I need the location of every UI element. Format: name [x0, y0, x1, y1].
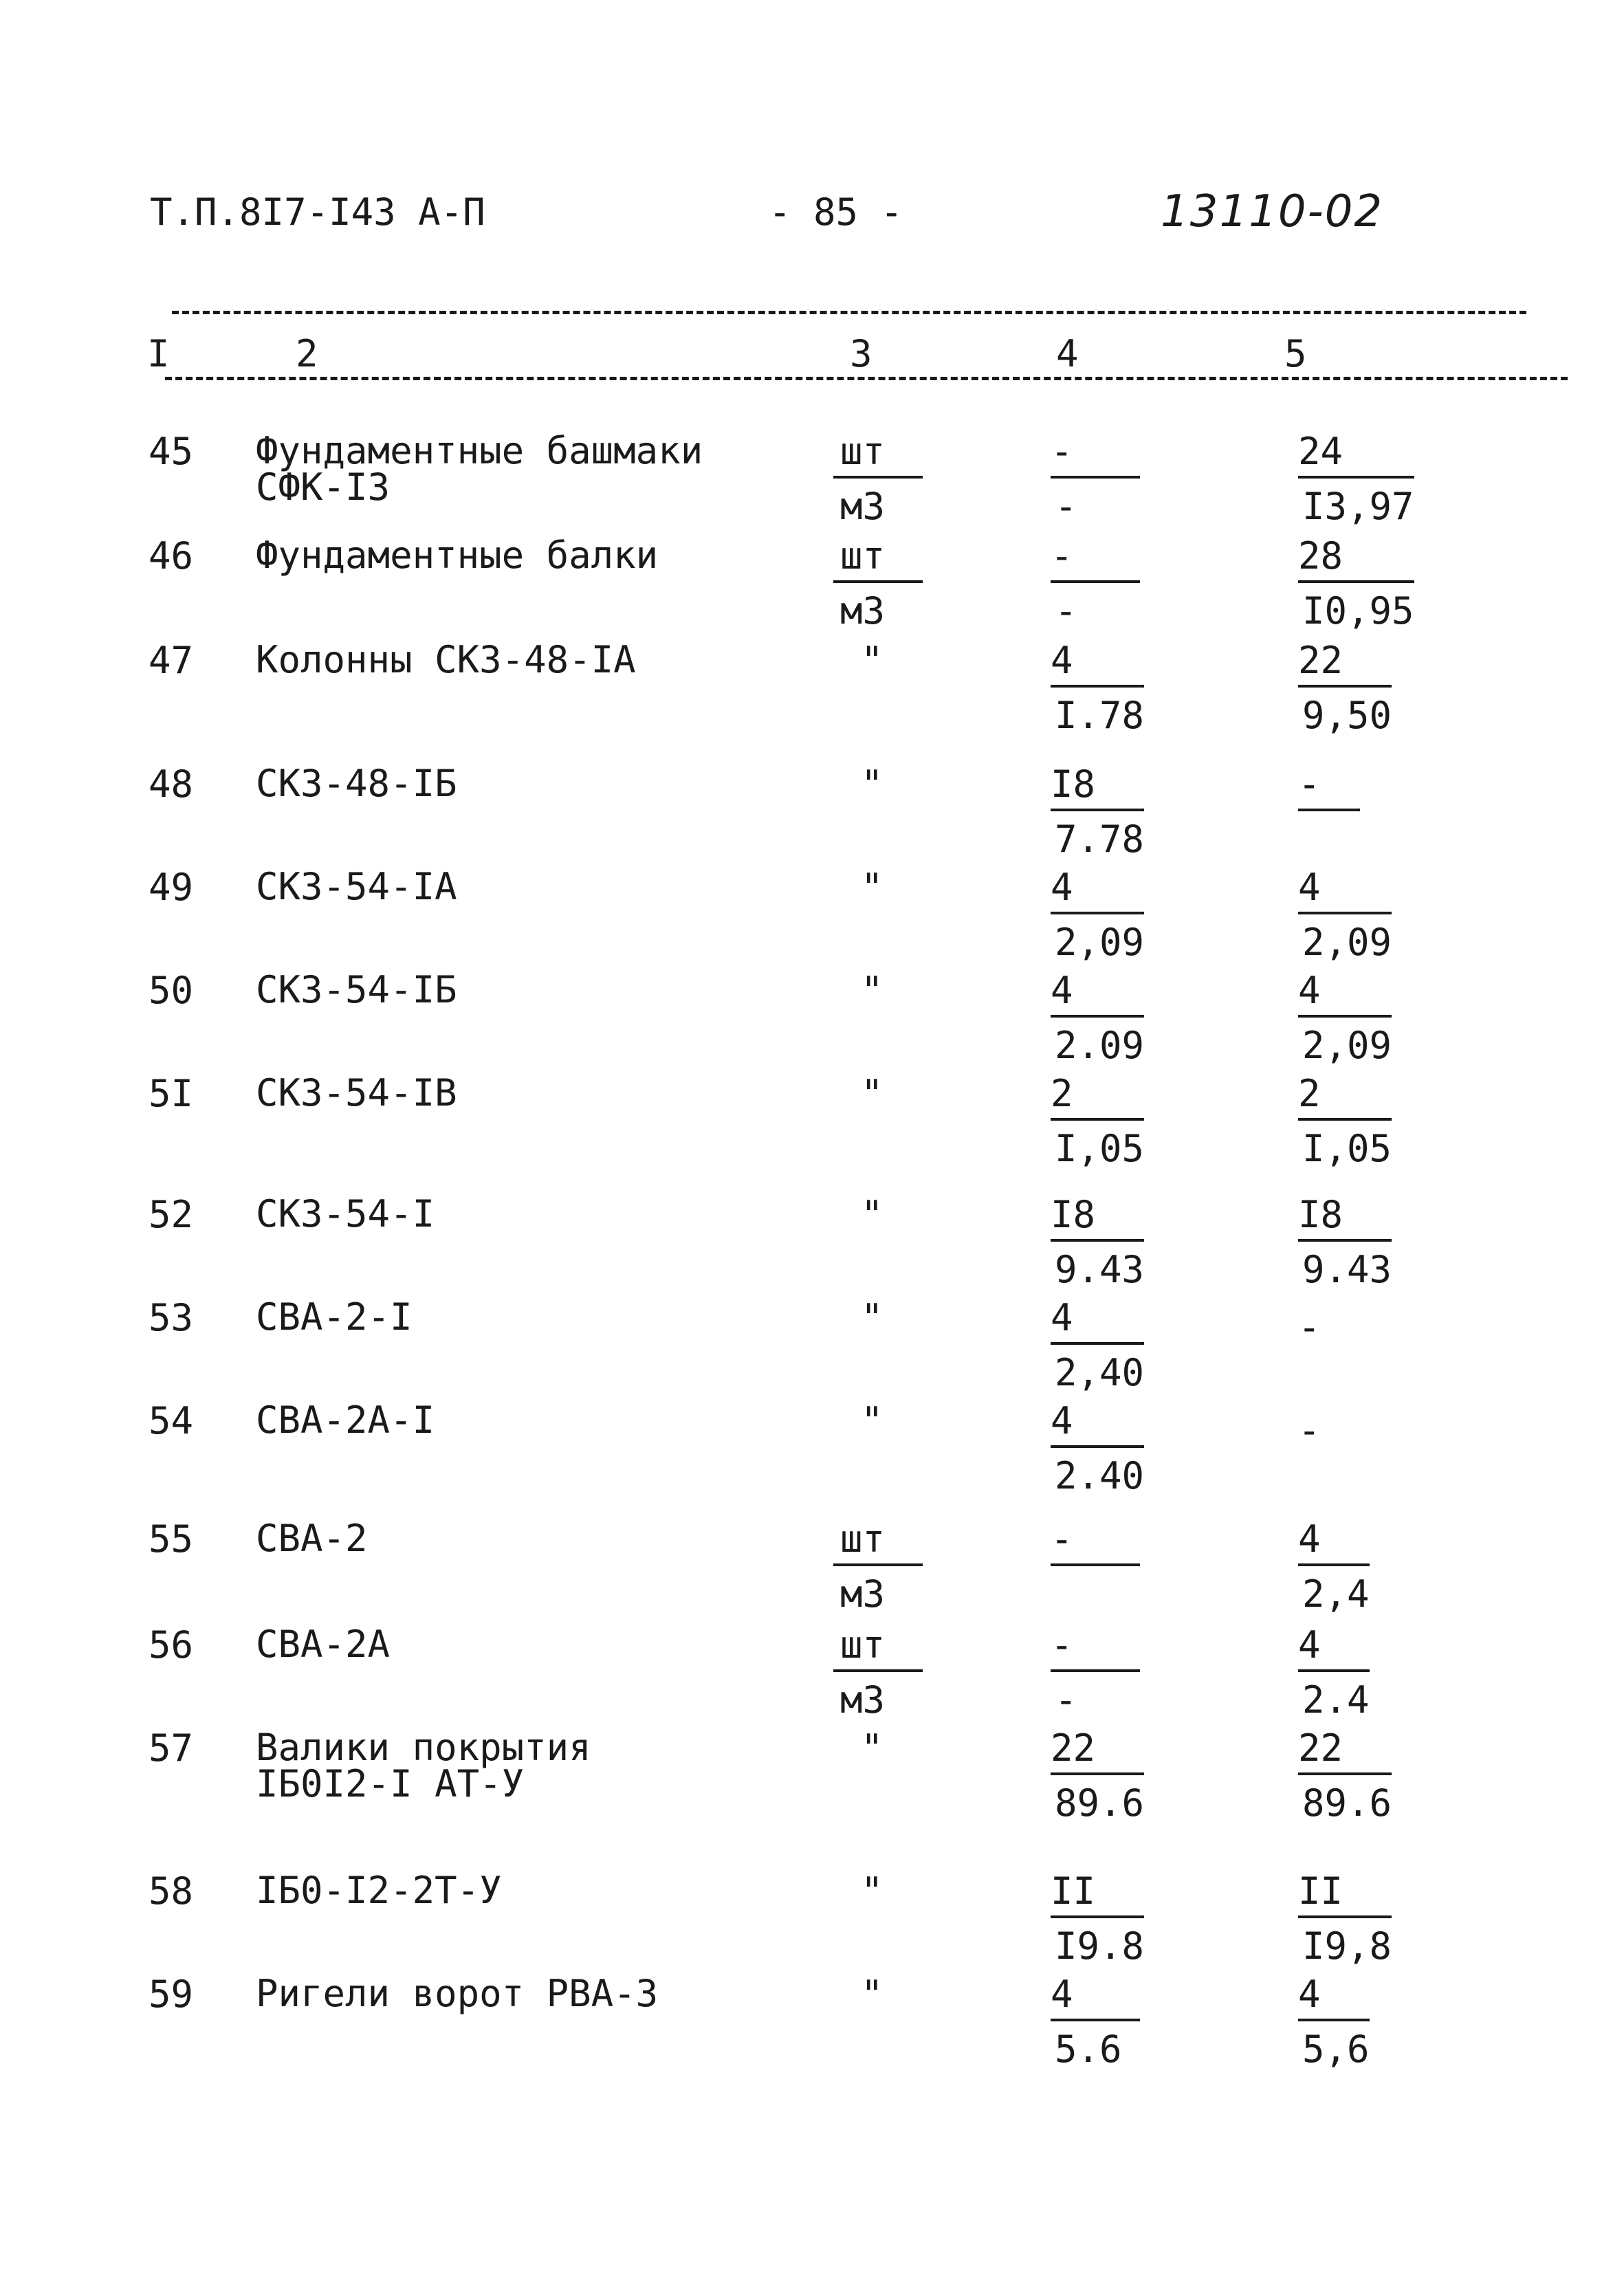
quantity-col5-fraction	[1298, 1072, 1392, 1170]
unit-cell-fraction	[833, 534, 923, 633]
unit-cell	[833, 1193, 950, 1236]
denominator: 2,09	[1055, 921, 1145, 964]
quantity-col5	[1298, 430, 1414, 528]
quantity-col4	[1051, 1072, 1145, 1170]
quantity-col5	[1298, 866, 1392, 964]
quantity-col4	[1051, 866, 1145, 964]
row-number: 52	[149, 1193, 194, 1236]
numerator: 22	[1051, 1730, 1144, 1775]
numerator: 4	[1051, 1403, 1144, 1448]
unit-cell-fraction	[833, 1517, 923, 1616]
table-row	[0, 429, 1624, 536]
row-number: 46	[149, 534, 194, 578]
denominator: м3	[840, 485, 886, 528]
unit-cell	[833, 1296, 950, 1339]
quantity-col4	[1051, 969, 1145, 1067]
quantity-col5	[1298, 1299, 1321, 1349]
item-name: СВА-2	[256, 1517, 368, 1560]
quantity-col5	[1298, 534, 1414, 633]
item-name: IБ0-I2-2Т-У	[256, 1869, 502, 1912]
numerator: 4	[1298, 1627, 1370, 1672]
denominator: 2,09	[1302, 1024, 1392, 1067]
quantity-col4	[1051, 762, 1145, 861]
numerator: шт	[833, 433, 923, 479]
quantity-col5	[1298, 969, 1392, 1067]
denominator: I9,8	[1302, 1924, 1392, 1968]
row-number: 47	[149, 639, 194, 682]
quantity-col4	[1051, 1726, 1145, 1825]
numerator: 2	[1298, 1075, 1392, 1121]
numerator: шт	[833, 538, 923, 583]
item-name: Фундаментные башмаки СФК-I3	[256, 429, 703, 509]
denominator: 9.43	[1302, 1248, 1392, 1291]
denominator: 89.6	[1302, 1781, 1392, 1825]
unit-cell	[833, 1623, 923, 1722]
item-name: СВА-2А-I	[256, 1398, 435, 1442]
denominator: м3	[840, 1572, 886, 1616]
numerator: шт	[833, 1627, 923, 1672]
denominator: 5,6	[1302, 2028, 1370, 2071]
numerator: 24	[1298, 433, 1414, 479]
unit-cell	[833, 1973, 950, 2016]
denominator	[1051, 1566, 1140, 1576]
quantity-col5	[1298, 1193, 1392, 1291]
row-number: 55	[149, 1517, 194, 1561]
quantity-col4-fraction	[1051, 1193, 1145, 1291]
denominator: 89.6	[1055, 1781, 1145, 1825]
numerator: I8	[1051, 766, 1144, 811]
item-name: СВА-2-I	[256, 1295, 413, 1339]
quantity-col5	[1298, 762, 1360, 821]
table-row	[0, 968, 1624, 1075]
denominator: 2,4	[1302, 1572, 1370, 1616]
quantity-col4-fraction	[1051, 1869, 1145, 1968]
numerator: 2	[1051, 1075, 1144, 1121]
row-number: 50	[149, 969, 194, 1012]
denominator	[1298, 811, 1360, 821]
quantity-col4-fraction	[1051, 534, 1140, 633]
table-row	[0, 1071, 1624, 1178]
quantity-col5	[1298, 1517, 1370, 1616]
quantity-col4-fraction	[1051, 1623, 1140, 1722]
table-row	[0, 534, 1624, 641]
numerator: II	[1051, 1873, 1144, 1918]
quantity-col4-fraction	[1051, 969, 1145, 1067]
quantity-col4-fraction	[1051, 762, 1145, 861]
table-row	[0, 1972, 1624, 2079]
quantity-col4	[1051, 534, 1140, 633]
column-number-5: 5	[1280, 336, 1311, 373]
numerator: -	[1051, 538, 1140, 583]
ditto-mark: "	[861, 639, 884, 682]
denominator: м3	[840, 1678, 886, 1722]
quantity-col4	[1051, 1296, 1145, 1394]
quantity-col5-fraction	[1298, 1973, 1370, 2071]
denominator: м3	[840, 589, 886, 633]
numerator: -	[1051, 1521, 1140, 1566]
denominator: 7.78	[1055, 817, 1145, 861]
quantity-col4-fraction	[1051, 639, 1145, 737]
unit-cell	[833, 534, 923, 633]
quantity-col4	[1051, 1517, 1140, 1576]
unit-cell	[833, 1726, 950, 1770]
numerator: 4	[1298, 869, 1392, 914]
row-number: 59	[149, 1973, 194, 2016]
numerator: 4	[1051, 642, 1144, 688]
quantity-col5-fraction	[1298, 534, 1414, 633]
numerator: I8	[1051, 1196, 1144, 1242]
quantity-col4	[1051, 1973, 1140, 2071]
quantity-col4-fraction	[1051, 1517, 1140, 1576]
column-number-1: I	[143, 336, 174, 373]
table-row	[0, 1726, 1624, 1833]
ditto-mark: "	[861, 866, 884, 909]
numerator: 4	[1298, 972, 1392, 1018]
unit-cell-fraction	[833, 1623, 923, 1722]
denominator: 2,09	[1302, 921, 1392, 964]
quantity-col5	[1298, 1072, 1392, 1170]
item-name: СКЗ-48-IБ	[256, 762, 457, 805]
denominator: I3,97	[1302, 485, 1414, 528]
row-number: 5I	[149, 1072, 194, 1115]
quantity-col4	[1051, 1399, 1145, 1497]
unit-cell	[833, 762, 950, 806]
numerator: 4	[1298, 1976, 1370, 2021]
row-number: 57	[149, 1726, 194, 1770]
numerator: -	[1298, 766, 1360, 811]
numerator: 4	[1051, 972, 1144, 1018]
quantity-col5-fraction	[1298, 866, 1392, 964]
page-number: - 85 -	[769, 190, 903, 234]
denominator: 2.4	[1302, 1678, 1370, 1722]
numerator: 22	[1298, 642, 1392, 688]
quantity-col4-fraction	[1051, 866, 1145, 964]
quantity-col4	[1051, 1869, 1145, 1968]
quantity-col4-fraction	[1051, 1973, 1140, 2071]
quantity-col5-fraction	[1298, 430, 1414, 528]
item-name: СКЗ-54-IА	[256, 865, 457, 908]
quantity-col4-fraction	[1051, 430, 1140, 528]
ditto-mark: "	[861, 969, 884, 1012]
table-row	[0, 1192, 1624, 1299]
item-name: СВА-2А	[256, 1623, 391, 1666]
quantity-col4	[1051, 430, 1140, 528]
unit-cell	[833, 1869, 950, 1913]
numerator: 4	[1051, 869, 1144, 914]
quantity-col5	[1298, 1726, 1392, 1825]
quantity-col4-fraction	[1051, 1726, 1145, 1825]
item-name: СКЗ-54-I	[256, 1192, 435, 1236]
quantity-col5-fraction	[1298, 1193, 1392, 1291]
item-name: Валики покрытия IБ0I2-I АТ-У	[256, 1726, 591, 1805]
unit-cell	[833, 866, 950, 909]
column-number-3: 3	[846, 336, 877, 373]
table-row	[0, 1295, 1624, 1403]
numerator: 4	[1051, 1299, 1144, 1345]
quantity-col4-fraction	[1051, 1399, 1145, 1497]
item-name: СКЗ-54-IБ	[256, 968, 457, 1011]
quantity-col5-fraction	[1298, 1869, 1392, 1968]
row-number: 56	[149, 1623, 194, 1667]
document-code: Т.П.8I7-I43 А-П	[150, 190, 485, 234]
ditto-mark: "	[861, 1399, 884, 1442]
denominator: 2.40	[1055, 1454, 1145, 1497]
numerator: -	[1051, 433, 1140, 479]
denominator: I.78	[1055, 694, 1145, 737]
denominator: -	[1055, 1678, 1077, 1722]
denominator: -	[1055, 589, 1077, 633]
quantity-col4	[1051, 639, 1145, 737]
table-row	[0, 638, 1624, 745]
numerator: 28	[1298, 538, 1414, 583]
table-row	[0, 865, 1624, 972]
denominator: I,05	[1055, 1127, 1145, 1170]
quantity-col5-fraction	[1298, 1517, 1370, 1616]
row-number: 53	[149, 1296, 194, 1339]
table-row	[0, 1623, 1624, 1730]
quantity-col4	[1051, 1193, 1145, 1291]
table-row	[0, 762, 1624, 869]
ditto-mark: "	[861, 1973, 884, 2016]
quantity-col5-fraction	[1298, 1623, 1370, 1722]
unit-cell	[833, 1399, 950, 1442]
quantity-col5	[1298, 1403, 1321, 1452]
unit-cell	[833, 969, 950, 1012]
denominator: 9,50	[1302, 694, 1392, 737]
denominator: -	[1055, 485, 1077, 528]
numerator: 4	[1298, 1521, 1370, 1566]
ditto-mark: "	[861, 1296, 884, 1339]
value-dash: -	[1298, 1409, 1321, 1452]
denominator: 5.6	[1055, 2028, 1122, 2071]
quantity-col5	[1298, 1869, 1392, 1968]
denominator: 2.09	[1055, 1024, 1145, 1067]
ditto-mark: "	[861, 1193, 884, 1236]
numerator: шт	[833, 1521, 923, 1566]
denominator: I9.8	[1055, 1924, 1145, 1968]
unit-cell	[833, 1517, 923, 1616]
unit-cell	[833, 639, 950, 682]
row-number: 48	[149, 762, 194, 806]
item-name: СКЗ-54-IВ	[256, 1071, 457, 1114]
denominator: 9.43	[1055, 1248, 1145, 1291]
item-name: Фундаментные балки	[256, 534, 659, 577]
row-number: 45	[149, 430, 194, 473]
ditto-mark: "	[861, 762, 884, 806]
numerator: 4	[1051, 1976, 1140, 2021]
ditto-mark: "	[861, 1072, 884, 1115]
quantity-col5-fraction	[1298, 969, 1392, 1067]
quantity-col5	[1298, 1623, 1370, 1722]
numerator: II	[1298, 1873, 1392, 1918]
value-dash: -	[1298, 1306, 1321, 1349]
quantity-col5-fraction	[1298, 762, 1360, 821]
table-row	[0, 1398, 1624, 1506]
numerator: I8	[1298, 1196, 1392, 1242]
denominator: I,05	[1302, 1127, 1392, 1170]
column-number-4: 4	[1052, 336, 1083, 373]
ditto-mark: "	[861, 1726, 884, 1770]
quantity-col5-fraction	[1298, 1726, 1392, 1825]
denominator: 2,40	[1055, 1351, 1145, 1394]
item-name: Ригели ворот РВА-3	[256, 1972, 659, 2015]
quantity-col5-fraction	[1298, 639, 1392, 737]
row-number: 49	[149, 866, 194, 909]
table-row	[0, 1869, 1624, 1976]
quantity-col4	[1051, 1623, 1140, 1722]
row-number: 58	[149, 1869, 194, 1913]
item-name: Колонны СКЗ-48-IА	[256, 638, 636, 681]
quantity-col5	[1298, 639, 1392, 737]
ditto-mark: "	[861, 1869, 884, 1913]
numerator: 22	[1298, 1730, 1392, 1775]
table-row	[0, 1517, 1624, 1624]
column-number-2: 2	[292, 336, 322, 373]
quantity-col4-fraction	[1051, 1296, 1145, 1394]
unit-cell-fraction	[833, 430, 923, 528]
archive-number: 13110-02	[1161, 186, 1384, 237]
quantity-col4-fraction	[1051, 1072, 1145, 1170]
numerator: -	[1051, 1627, 1140, 1672]
unit-cell	[833, 430, 923, 528]
row-number: 54	[149, 1399, 194, 1442]
denominator: I0,95	[1302, 589, 1414, 633]
quantity-col5	[1298, 1973, 1370, 2071]
unit-cell	[833, 1072, 950, 1115]
